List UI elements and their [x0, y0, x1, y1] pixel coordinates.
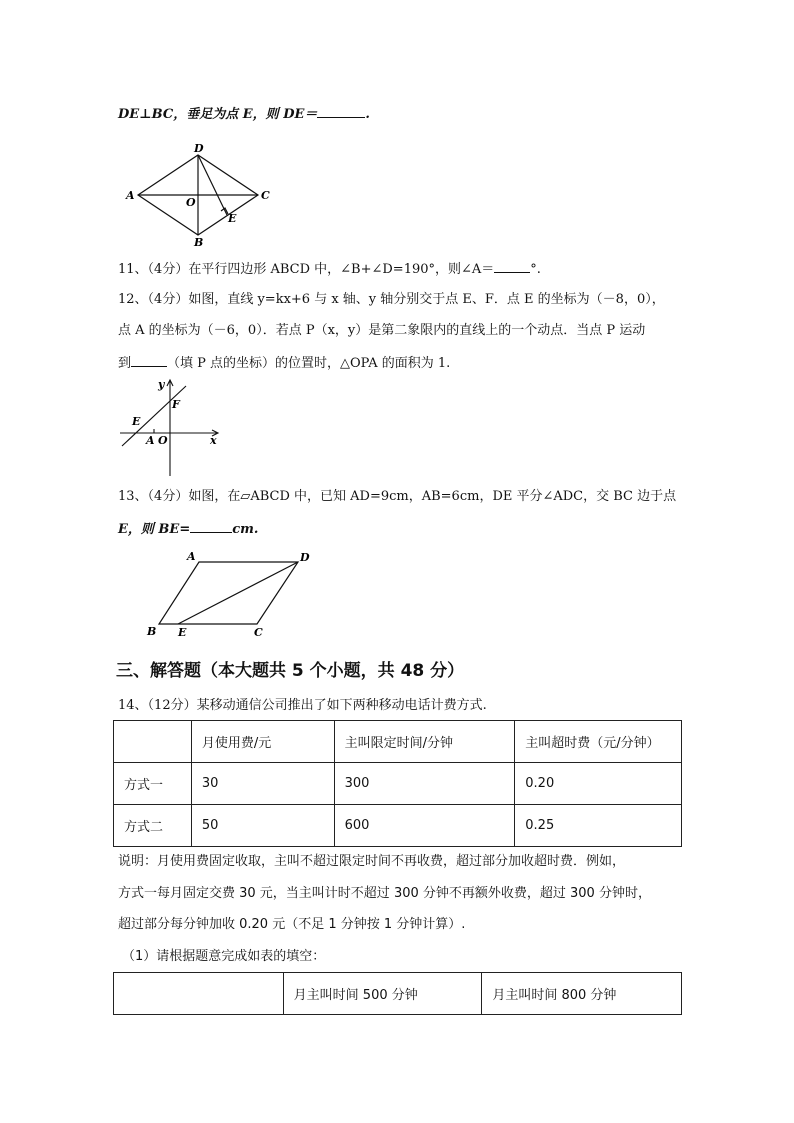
q12-text-2: 点 A 的坐标为（－6，0）．若点 P（x，y）是第二象限内的直线上的一个动点．当点 P 运动 — [118, 323, 646, 338]
q12-text-3a: 到 — [118, 356, 132, 371]
label-a: A — [146, 434, 155, 447]
table-header-cell: 月主叫时间 500 分钟 — [283, 973, 482, 1015]
label-c: C — [261, 189, 270, 202]
q12-line2 — [118, 322, 645, 340]
table-row — [114, 763, 682, 805]
label-e: E — [228, 212, 237, 225]
table-cell: 300 — [334, 763, 515, 805]
table-header-cell: 主叫超时费（元/分钟） — [515, 721, 682, 763]
table-cell: 0.20 — [515, 763, 682, 805]
q11-text: 在平行四边形 ABCD 中，∠B+∠D=190°，则∠A＝ — [188, 262, 495, 277]
q10-answer-blank[interactable] — [317, 104, 365, 118]
label-e: E — [178, 626, 187, 639]
pricing-table — [113, 720, 682, 847]
table-cell: 50 — [191, 805, 334, 847]
note-line-3: 超过部分每分钟加收 0.20 元（不足 1 分钟按 1 分钟计算）. — [118, 917, 466, 932]
label-a: A — [126, 189, 135, 202]
q11 — [118, 259, 541, 279]
table-cell: 方式二 — [114, 805, 192, 847]
q12-text-1: 如图，直线 y=kx+6 与 x 轴、y 轴分别交于点 E、F．点 E 的坐标为（－8，0）， — [188, 292, 665, 307]
q13-number: 13、（4分） — [118, 489, 189, 504]
table-header-cell: 月主叫时间 800 分钟 — [482, 973, 682, 1015]
label-o: O — [158, 434, 168, 447]
part-1-instruction: （1）请根据题意完成如表的填空： — [122, 949, 326, 964]
label-c: C — [254, 626, 263, 639]
table-cell: 0.25 — [515, 805, 682, 847]
label-f: F — [172, 398, 180, 411]
table-header-cell: 主叫限定时间/分钟 — [334, 721, 515, 763]
q12-line3 — [118, 353, 450, 373]
label-d: D — [300, 551, 310, 564]
figure-rhombus — [120, 140, 280, 250]
q13-text-2b: cm. — [232, 522, 259, 537]
table-cell: 方式一 — [114, 763, 192, 805]
q13-text-1: 如图，在▱ABCD 中，已知 AD=9cm，AB=6cm，DE 平分∠ADC，交 BC 边于点 — [188, 489, 677, 504]
table-row — [114, 973, 682, 1015]
parallelogram-outline — [159, 562, 298, 624]
note-line-1: 说明：月使用费固定收取，主叫不超过限定时间不再收费，超过部分加收超时费．例如， — [118, 854, 626, 869]
segment-de — [178, 562, 298, 624]
q13-line1 — [118, 488, 676, 506]
q12-line1 — [118, 291, 665, 309]
label-b: B — [147, 625, 157, 638]
q12-text-3b: （填 P 点的坐标）的位置时，△OPA 的面积为 1. — [167, 356, 451, 371]
q12-answer-blank[interactable] — [131, 353, 167, 367]
label-o: O — [186, 196, 196, 209]
q14-number: 14、（12分） — [118, 698, 197, 713]
label-x: x — [210, 434, 217, 447]
q11-answer-blank[interactable] — [494, 259, 530, 273]
table-cell: 600 — [334, 805, 515, 847]
table-header-cell: 月使用费/元 — [191, 721, 334, 763]
q10-text: DE⊥BC，垂足为点 E，则 DE＝ — [118, 107, 318, 122]
q11-number: 11、（4分） — [118, 262, 189, 277]
section-title: 三、解答题（本大题共 5 个小题，共 48 分） — [116, 661, 465, 681]
label-b: B — [194, 236, 204, 249]
note-line-2: 方式一每月固定交费 30 元，当主叫计时不超过 300 分钟不再额外收费，超过 300 分钟时， — [118, 886, 651, 901]
q10-suffix: . — [365, 107, 370, 122]
table-row — [114, 805, 682, 847]
table-cell: 30 — [191, 763, 334, 805]
fill-in-table — [113, 972, 682, 1015]
q10-answer-line — [118, 104, 370, 124]
label-e: E — [132, 415, 141, 428]
label-d: D — [194, 142, 204, 155]
q13-text-2a: E，则 BE= — [118, 522, 191, 537]
table-row — [114, 721, 682, 763]
figure-coordinate-axes — [118, 376, 228, 478]
q11-suffix: °. — [530, 262, 541, 277]
q12-number: 12、（4分） — [118, 292, 189, 307]
label-y: y — [158, 378, 165, 391]
figure-parallelogram — [145, 548, 325, 643]
table-header-cell[interactable] — [114, 973, 284, 1015]
q14-text: 某移动通信公司推出了如下两种移动电话计费方式. — [196, 698, 487, 713]
table-header-cell — [114, 721, 192, 763]
q13-line2 — [118, 519, 258, 539]
q13-answer-blank[interactable] — [190, 519, 232, 533]
q14 — [118, 697, 487, 715]
label-a: A — [187, 550, 196, 563]
